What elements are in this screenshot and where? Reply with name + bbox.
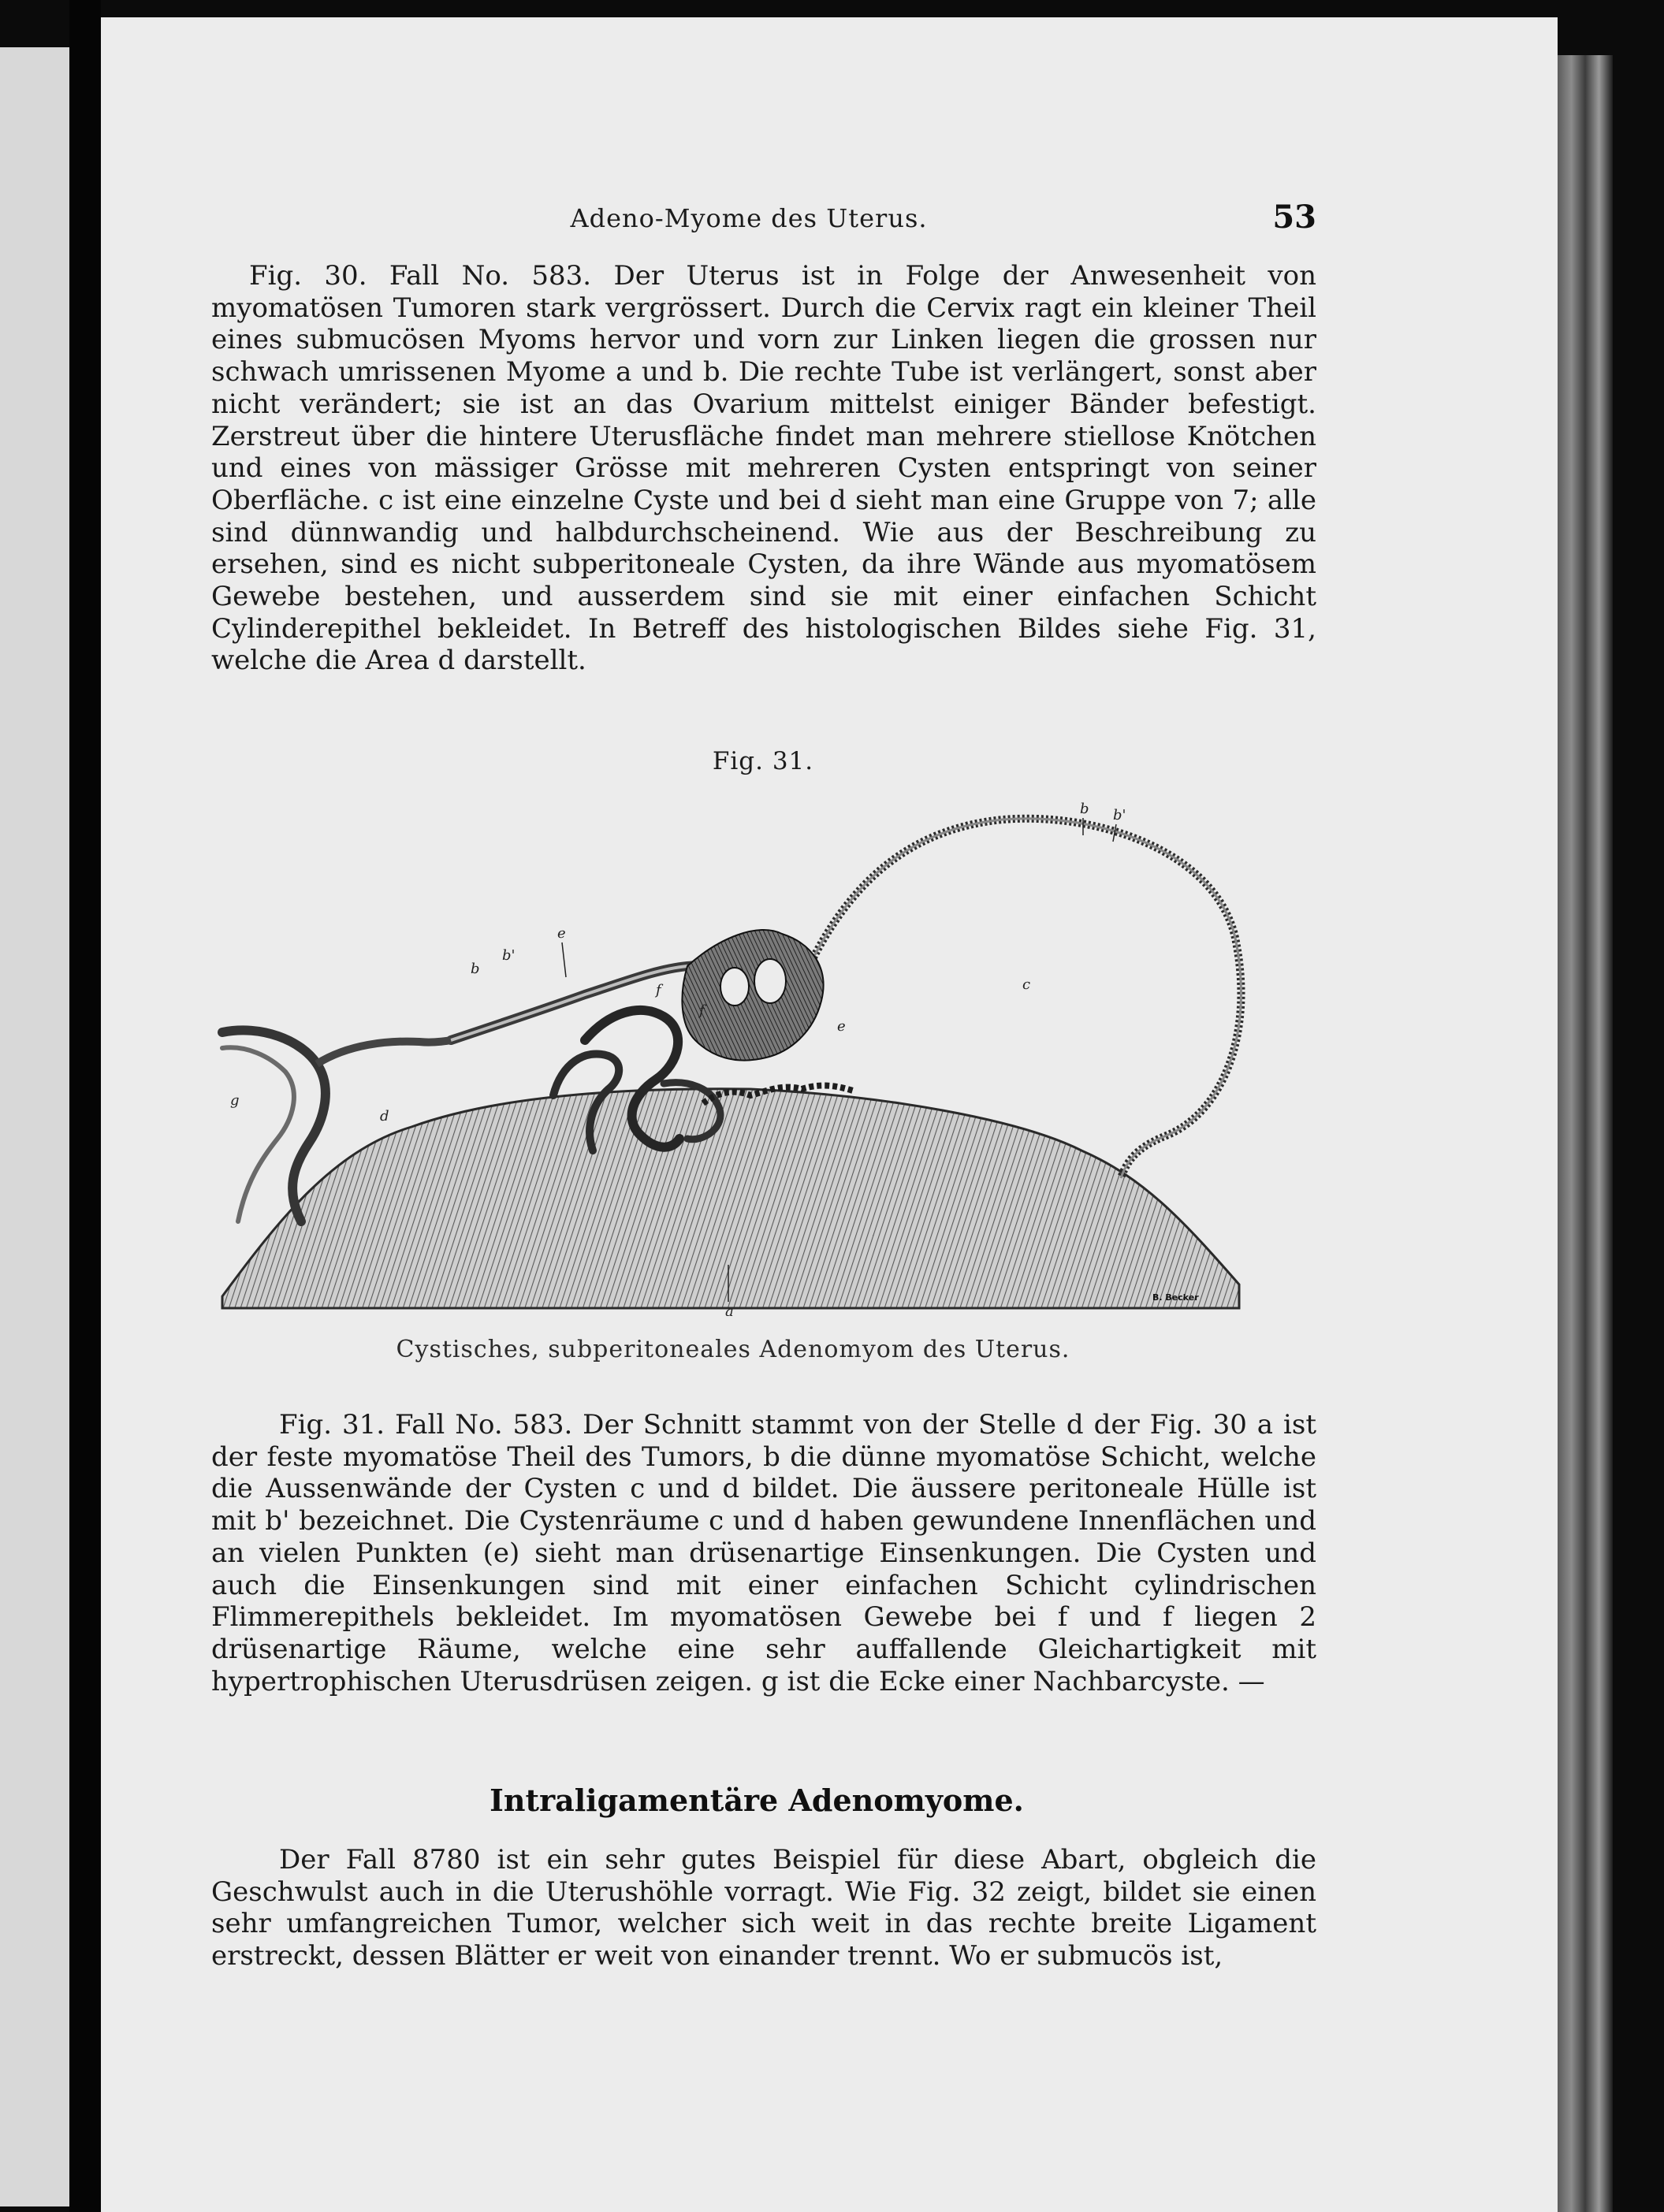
page-number: 53 [1272, 199, 1316, 236]
adjacent-page-edge [0, 47, 69, 2206]
paragraph-intraligamentaer: Der Fall 8780 ist ein sehr gutes Beispiel für diese Abart, obgleich die Geschwulst auch in die Uterushöhle vorragt. Wie Fig. 32 zeigt, bildet sie einen sehr umfangreichen Tumor, welcher sich weit in das rechte breite Ligament erstreckt, dessen Blätter er weit von einander trennt. Wo er submucös ist, [211, 1844, 1316, 1972]
gland-space-f1 [720, 968, 749, 1006]
myomatous-base [222, 1089, 1239, 1308]
label-b-left: b [471, 961, 480, 977]
section-heading: Intraligamentäre Adenomyome. [490, 1783, 1024, 1818]
paragraph-fig31-description: Fig. 31. Fall No. 583. Der Schnitt stammt von der Stelle d der Fig. 30 a ist der feste myomatöse Theil des Tumors, b die dünne myomatöse Schicht, welche die Aussenwände der Cysten c und d bildet. Die äussere peritoneale Hülle ist mit b' bezeichnet. Die Cystenräume c und d haben gewundene Innenflächen und an vielen Punkten (e) sieht man drüsenartige Einsenkungen. Die Cysten und auch die Einsenkungen sind mit einer einfachen Schicht cylindrischen Flimmerepithels bekleidet. Im myomatösen Gewebe bei f und f liegen 2 drüsenartige Räume, welche eine sehr auffallende Gleichartigkeit mit hypertrophischen Uterusdrüsen zeigen. g ist die Ecke einer Nachbarcyste. — [211, 1409, 1316, 1697]
figure-caption: Cystisches, subperitoneales Adenomyom des Uterus. [396, 1336, 1070, 1363]
figure-label: Fig. 31. [712, 747, 814, 775]
label-e-top: e [557, 925, 566, 942]
label-a: a [725, 1303, 734, 1316]
histology-drawing [214, 780, 1255, 1316]
label-d: d [380, 1108, 389, 1125]
leader-e-top [562, 942, 566, 977]
artist-signature: B. Becker [1152, 1292, 1199, 1303]
figure-31-illustration [214, 780, 1255, 1316]
running-title: Adeno-Myome des Uterus. [570, 203, 928, 233]
paragraph-fig30-description: Fig. 30. Fall No. 583. Der Uterus ist in Folge der Anwesenheit von myomatösen Tumoren stark vergrössert. Durch die Cervix ragt ein kleiner Theil eines submucösen Myoms hervor und vorn zur Linken liegen die grossen nur schwach umrissenen Myome a und b. Die rechte Tube ist verlängert, sonst aber nicht verändert; sie ist an das Ovarium mittelst einiger Bänder befestigt. Zerstreut über die hintere Uterusfläche findet man mehrere stiellose Knötchen und eines von mässiger Grösse mit mehreren Cysten entspringt von seiner Oberfläche. c ist eine einzelne Cyste und bei d sieht man eine Gruppe von 7; alle sind dünnwandig und halbdurchscheinend. Wie aus der Beschreibung zu ersehen, sind es nicht subperitoneale Cysten, da ihre Wände aus myomatösem Gewebe bestehen, und ausserdem sind sie mit einer einfachen Schicht Cylinderepithel bekleidet. In Betreff des histologischen Bildes siehe Fig. 31, welche die Area d darstellt. [211, 260, 1316, 677]
gland-space-f2 [754, 959, 786, 1003]
label-g: g [230, 1092, 240, 1109]
label-f2: f [699, 1002, 705, 1019]
page-stack-edge [1558, 55, 1613, 2212]
label-b-top: b [1080, 801, 1089, 817]
label-f1: f [656, 982, 661, 998]
label-c: c [1022, 976, 1031, 993]
book-gutter-shadow [69, 0, 101, 2212]
neighbour-cyst-g-wall [222, 1047, 294, 1221]
label-e-right: e [837, 1018, 846, 1035]
label-b-prime-left: b' [502, 947, 516, 964]
cyst-d-left-wall [317, 1040, 451, 1064]
label-b-prime-top: b' [1113, 807, 1126, 823]
glandular-mass [682, 930, 823, 1061]
